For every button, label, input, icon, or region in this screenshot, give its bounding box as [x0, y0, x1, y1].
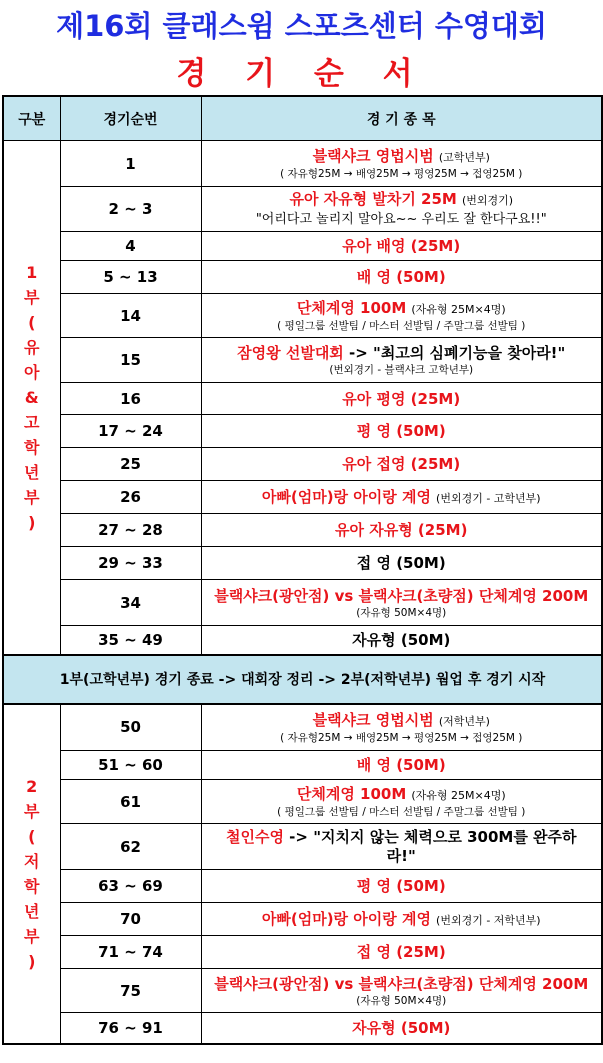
part2-body [3, 704, 602, 1044]
division-label [3, 141, 60, 655]
event-name: 블랙샤크 영법시범 [312, 710, 434, 729]
event-line2: 라!" [386, 847, 416, 865]
order-number: 2 ~ 3 [60, 187, 201, 232]
table-row [3, 751, 602, 780]
event-line [202, 942, 602, 962]
division-char: 고 [24, 412, 40, 432]
table-row [3, 294, 602, 338]
event-name: 접 영 (50M) [356, 554, 446, 572]
table-row [3, 383, 602, 415]
event-cell [201, 870, 602, 903]
table-row [3, 704, 602, 751]
order-number: 1 [60, 141, 201, 187]
part1-body [3, 141, 602, 655]
order-number: 35 ~ 49 [60, 626, 201, 655]
event-note: (자유형 25M×4명) [411, 303, 506, 316]
event-detail: ( 평일그룹 선발팀 / 마스터 선발팀 / 주말그룹 선발팀 ) [277, 320, 526, 332]
event-cell [201, 1013, 602, 1044]
event-line [202, 454, 602, 474]
event-line [202, 1018, 602, 1038]
banner-row [3, 655, 602, 704]
event-line [202, 755, 602, 775]
event-line [202, 267, 602, 287]
division-char: 년 [24, 462, 40, 482]
page-title: 제16회 클래스윔 스포츠센터 수영대회 [56, 9, 547, 43]
event-detail: (번외경기 - 블랙샤크 고학년부) [329, 364, 474, 376]
event-line [202, 710, 602, 731]
division-char: 부 [24, 926, 40, 946]
event-name: 잠영왕 선발대회 [237, 344, 344, 362]
event-name: 자유형 (50M) [352, 1018, 451, 1037]
order-number: 29 ~ 33 [60, 547, 201, 580]
event-line [202, 553, 602, 573]
table-row [3, 141, 602, 187]
event-name: 철인수영 [225, 828, 284, 846]
event-line [202, 236, 602, 256]
event-cell [201, 415, 602, 448]
event-line [202, 909, 602, 930]
table-row [3, 580, 602, 626]
header-row [3, 96, 602, 141]
table-row [3, 448, 602, 481]
banner-text: 1부(고학년부) 경기 종료 -> 대회장 정리 -> 2부(저학년부) 웜업 후 경기 시작 [3, 655, 602, 704]
event-cell [201, 704, 602, 751]
division-char: 년 [24, 901, 40, 921]
division-char: ( [28, 312, 36, 332]
division-char: 저 [24, 851, 40, 871]
division-char: 1 [26, 262, 38, 282]
division-char: 아 [24, 362, 40, 382]
event-cell [201, 448, 602, 481]
banner-body [3, 655, 602, 704]
event-detail: ( 자유형25M → 배영25M → 평영25M → 접영25M ) [280, 731, 523, 744]
division-char: 부 [24, 487, 40, 507]
division-char: 학 [24, 437, 40, 457]
event-line [202, 520, 602, 540]
division-char: 유 [24, 337, 40, 357]
event-cell [201, 626, 602, 655]
event-cell [201, 751, 602, 780]
event-line [202, 586, 602, 606]
division-char: ) [28, 512, 36, 532]
event-line [202, 487, 602, 508]
event-cell [201, 261, 602, 294]
table-row [3, 936, 602, 969]
event-name: 아빠(엄마)랑 아이랑 계영 [261, 909, 431, 928]
order-number: 25 [60, 448, 201, 481]
division-char: 부 [24, 287, 40, 307]
event-cell [201, 141, 602, 187]
order-number: 34 [60, 580, 201, 626]
event-name: 유아 자유형 발차기 25M [289, 190, 457, 208]
event-name: 블랙샤크(광안점) vs 블랙샤크(초량점) 단체계영 200M [214, 586, 589, 605]
event-line [202, 784, 602, 805]
order-number: 61 [60, 780, 201, 824]
order-number: 15 [60, 338, 201, 383]
event-cell [201, 514, 602, 547]
order-number: 50 [60, 704, 201, 751]
table-row [3, 187, 602, 232]
event-line [202, 630, 602, 650]
table-row [3, 514, 602, 547]
header-order: 경기순번 [60, 96, 201, 141]
schedule-table [2, 95, 603, 1045]
event-line [202, 827, 602, 847]
event-name: 자유형 (50M) [352, 630, 451, 649]
event-note: (고학년부) [438, 151, 490, 164]
table-row [3, 626, 602, 655]
event-detail: (자유형 50M×4명) [356, 606, 447, 619]
event-name: 배 영 (50M) [356, 756, 446, 774]
event-name: 단체계영 100M [296, 299, 407, 317]
event-name: 접 영 (25M) [356, 943, 446, 961]
event-cell [201, 232, 602, 261]
order-number: 76 ~ 91 [60, 1013, 201, 1044]
event-name: 유아 접영 (25M) [342, 455, 461, 473]
order-number: 62 [60, 824, 201, 870]
order-number: 14 [60, 294, 201, 338]
event-detail: "어리다고 놀리지 말아요~~ 우리도 잘 한다구요!!" [255, 212, 547, 227]
event-detail: (자유형 50M×4명) [356, 994, 447, 1007]
event-extra: -> "지치지 않는 체력으로 300M를 완주하 [283, 828, 577, 846]
division-char: ( [28, 826, 36, 846]
division-char: 부 [24, 801, 40, 821]
event-cell [201, 580, 602, 626]
table-row [3, 261, 602, 294]
table-row [3, 415, 602, 448]
event-name: 배 영 (50M) [356, 268, 446, 286]
event-cell [201, 936, 602, 969]
table-row [3, 969, 602, 1013]
table-row [3, 481, 602, 514]
event-line [202, 298, 602, 319]
event-line [202, 421, 602, 441]
event-extra: -> "최고의 심폐기능을 찾아라!" [343, 344, 566, 362]
division-char: 2 [26, 776, 38, 796]
event-cell [201, 780, 602, 824]
order-number: 71 ~ 74 [60, 936, 201, 969]
division-char: ) [28, 951, 36, 971]
event-cell [201, 903, 602, 936]
table-row [3, 1013, 602, 1044]
order-number: 27 ~ 28 [60, 514, 201, 547]
division-label [3, 704, 60, 1044]
event-note: (번외경기 - 고학년부) [436, 491, 541, 505]
event-name: 아빠(엄마)랑 아이랑 계영 [261, 487, 431, 506]
order-number: 17 ~ 24 [60, 415, 201, 448]
table-row [3, 824, 602, 870]
event-cell [201, 294, 602, 338]
event-line [202, 974, 602, 994]
table-row [3, 547, 602, 580]
order-number: 70 [60, 903, 201, 936]
event-cell [201, 187, 602, 232]
event-name: 평 영 (50M) [356, 877, 446, 895]
event-detail: ( 평일그룹 선발팀 / 마스터 선발팀 / 주말그룹 선발팀 ) [277, 806, 526, 818]
page-subtitle: 경 기 순 서 [176, 56, 427, 92]
event-note: (번외경기 - 저학년부) [436, 913, 541, 927]
event-cell [201, 824, 602, 870]
table-row [3, 780, 602, 824]
order-number: 5 ~ 13 [60, 261, 201, 294]
event-detail: ( 자유형25M → 배영25M → 평영25M → 접영25M ) [280, 168, 523, 180]
event-name: 단체계영 100M [296, 785, 407, 803]
event-cell [201, 969, 602, 1013]
table-row [3, 903, 602, 936]
event-line [202, 146, 602, 167]
event-name: 유아 배영 (25M) [342, 237, 461, 255]
event-line [202, 343, 602, 363]
header-event: 경 기 종 목 [201, 96, 602, 141]
event-line [202, 189, 602, 210]
table-row [3, 870, 602, 903]
order-number: 51 ~ 60 [60, 751, 201, 780]
event-name: 블랙샤크(광안점) vs 블랙샤크(초량점) 단체계영 200M [214, 974, 589, 993]
event-note: (자유형 25M×4명) [411, 789, 506, 802]
order-number: 26 [60, 481, 201, 514]
order-number: 63 ~ 69 [60, 870, 201, 903]
event-line [202, 389, 602, 409]
event-line [202, 876, 602, 896]
order-number: 4 [60, 232, 201, 261]
event-name: 유아 평영 (25M) [342, 389, 461, 408]
table-row [3, 338, 602, 383]
event-note: (번외경기) [461, 194, 514, 207]
event-name: 평 영 (50M) [356, 422, 446, 440]
division-char: & [24, 387, 39, 407]
division-char: 학 [24, 876, 40, 896]
header-division: 구분 [3, 96, 60, 141]
event-note: (저학년부) [438, 714, 490, 728]
event-name: 유아 자유형 (25M) [335, 521, 468, 539]
order-number: 16 [60, 383, 201, 415]
event-cell [201, 383, 602, 415]
event-name: 블랙샤크 영법시범 [312, 147, 434, 165]
event-cell [201, 547, 602, 580]
order-number: 75 [60, 969, 201, 1013]
table-row [3, 232, 602, 261]
event-cell [201, 338, 602, 383]
event-cell [201, 481, 602, 514]
